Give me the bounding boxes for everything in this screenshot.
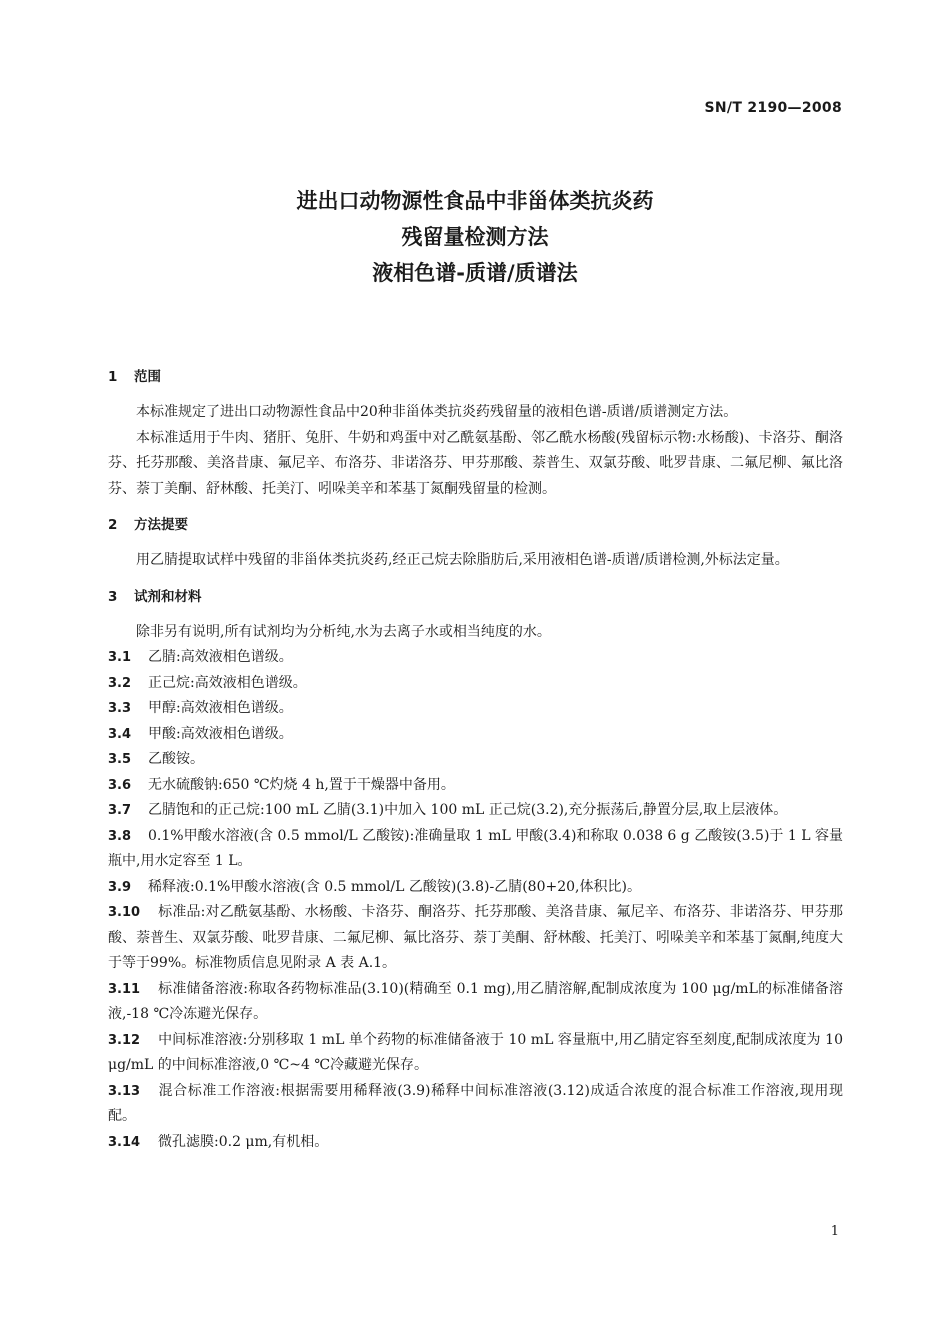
clause-number: 3.13 — [108, 1083, 141, 1099]
title-line-1: 进出口动物源性食品中非甾体类抗炎药 — [296, 189, 654, 213]
clause-text: 0.1%甲酸水溶液(含 0.5 mmol/L 乙酸铵):准确量取 1 mL 甲酸(3.4)和称取 0.038 6 g 乙酸铵(3.5)于 1 L 容量瓶中,用水定容至 1 L。 — [108, 827, 843, 869]
clause-item — [108, 671, 843, 697]
clause-number: 3.5 — [108, 752, 132, 767]
clause-item — [108, 1028, 843, 1079]
clause-text: 无水硫酸钠:650 ℃灼烧 4 h,置于干燥器中备用。 — [148, 776, 455, 793]
clause-number: 3.6 — [108, 777, 132, 793]
section-number: 3 — [108, 588, 118, 605]
clause-text: 稀释液:0.1%甲酸水溶液(含 0.5 mmol/L 乙酸铵)(3.8)-乙腈(80+20,体积比)。 — [148, 878, 641, 895]
section-number: 1 — [108, 369, 118, 385]
clause-item — [108, 900, 843, 977]
clause-item — [108, 773, 843, 799]
document-body — [108, 366, 843, 1155]
clause-number: 3.10 — [108, 905, 141, 920]
clause-item — [108, 798, 843, 824]
section-title: 方法提要 — [134, 517, 188, 533]
clause-item — [108, 696, 843, 722]
clause-item — [108, 1079, 843, 1130]
clause-text: 甲醇:高效液相色谱级。 — [148, 700, 293, 716]
clause-text: 中间标准溶液:分别移取 1 mL 单个药物的标准储备液于 10 mL 容量瓶中,用乙腈定容至刻度,配制成浓度为 10 μg/mL 的中间标准溶液,0 ℃~4 ℃冷藏避光保存。 — [108, 1031, 843, 1073]
clause-item — [108, 645, 843, 671]
section-title: 试剂和材料 — [134, 588, 202, 605]
clause-text: 正己烷:高效液相色谱级。 — [148, 674, 307, 691]
paragraph: 本标准规定了进出口动物源性食品中20种非甾体类抗炎药残留量的液相色谱-质谱/质谱测定方法。 — [136, 404, 738, 420]
clause-number: 3.3 — [108, 701, 132, 716]
clause-text: 甲酸:高效液相色谱级。 — [148, 725, 293, 742]
clause-number: 3.7 — [108, 803, 132, 818]
clause-number: 3.4 — [108, 726, 132, 742]
clause-item — [108, 1130, 843, 1156]
section-title: 范围 — [134, 369, 161, 385]
section-heading-method-summary — [108, 514, 843, 536]
clause-number: 3.12 — [108, 1032, 141, 1048]
clause-item — [108, 977, 843, 1028]
clause-item — [108, 747, 843, 773]
paragraph: 用乙腈提取试样中残留的非甾体类抗炎药,经正己烷去除脂肪后,采用液相色谱-质谱/质谱检测,外标法定量。 — [136, 552, 789, 568]
paragraph: 本标准适用于牛肉、猪肝、兔肝、牛奶和鸡蛋中对乙酰氨基酚、邻乙酰水杨酸(残留标示物:水杨酸)、卡洛芬、酮洛芬、托芬那酸、美洛昔康、氟尼辛、布洛芬、非诺洛芬、甲芬那酸、萘普生、双氯芬酸、吡罗昔康、二氟尼柳、氟比洛芬、萘丁美酮、舒林酸、托美汀、吲哚美辛和苯基丁氮酮残留量的检测。 — [108, 429, 843, 497]
clause-number: 3.9 — [108, 879, 132, 895]
section-heading-reagents — [108, 586, 843, 608]
title-line-2: 残留量检测方法 — [401, 225, 549, 249]
clause-item — [108, 824, 843, 875]
clause-number: 3.2 — [108, 675, 132, 691]
clause-text: 乙腈饱和的正己烷:100 mL 乙腈(3.1)中加入 100 mL 正己烷(3.2),充分振荡后,静置分层,取上层液体。 — [148, 802, 788, 818]
clause-text: 乙酸铵。 — [148, 751, 204, 767]
section-number: 2 — [108, 517, 118, 533]
title-line-3: 液相色谱-质谱/质谱法 — [372, 261, 578, 285]
clause-text: 混合标准工作溶液:根据需要用稀释液(3.9)稀释中间标准溶液(3.12)成适合浓度的混合标准工作溶液,现用现配。 — [108, 1082, 843, 1124]
clause-number: 3.11 — [108, 981, 141, 997]
clause-text: 标准品:对乙酰氨基酚、水杨酸、卡洛芬、酮洛芬、托芬那酸、美洛昔康、氟尼辛、布洛芬、非诺洛芬、甲芬那酸、萘普生、双氯芬酸、吡罗昔康、二氟尼柳、氟比洛芬、萘丁美酮、舒林酸、托美汀、吲哚美辛和苯基丁氮酮,纯度大于等于99%。标准物质信息见附录 A 表 A.1。 — [108, 904, 843, 971]
clause-text: 标准储备溶液:称取各药物标准品(3.10)(精确至 0.1 mg),用乙腈溶解,配制成浓度为 100 μg/mL的标准储备溶液,-18 ℃冷冻避光保存。 — [108, 980, 843, 1022]
document-title — [0, 183, 950, 291]
clause-item — [108, 722, 843, 748]
clause-number: 3.8 — [108, 828, 132, 844]
clause-number: 3.1 — [108, 650, 132, 665]
clause-text: 乙腈:高效液相色谱级。 — [148, 649, 293, 665]
section-heading-scope — [108, 366, 843, 388]
clause-text: 微孔滤膜:0.2 μm,有机相。 — [158, 1133, 329, 1150]
clause-item — [108, 875, 843, 901]
paragraph: 除非另有说明,所有试剂均为分析纯,水为去离子水或相当纯度的水。 — [136, 623, 551, 640]
clause-number: 3.14 — [108, 1134, 141, 1150]
page-number: 1 — [830, 1224, 839, 1239]
standard-number: SN/T 2190—2008 — [704, 100, 842, 116]
